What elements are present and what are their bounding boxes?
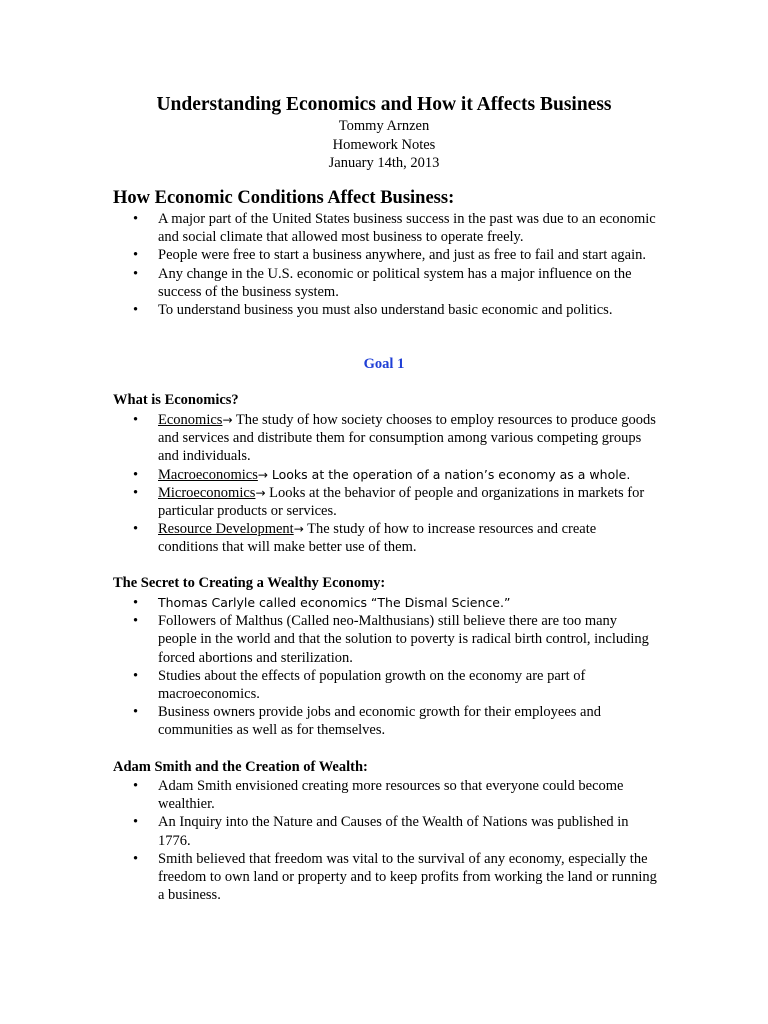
list-item: • Followers of Malthus (Called neo-Malthusians) still believe there are too many people in the world and that the solution to poverty is radical birth control, including forced abortions and sterilization. bbox=[113, 612, 658, 667]
list-item: • Studies about the effects of population growth on the economy are part of macroeconomics. bbox=[113, 667, 658, 703]
definition-text: The study of how to increase resources and create conditions that will make better use of them. bbox=[158, 521, 597, 556]
term-resource-development: Resource Development bbox=[158, 521, 294, 538]
author-name: Tommy Arnzen bbox=[338, 118, 430, 134]
document-subtitle: Homework Notes bbox=[332, 136, 436, 153]
list-item: • An Inquiry into the Nature and Causes of the Wealth of Nations was published in 1776. bbox=[113, 813, 658, 849]
definition-resource-development bbox=[113, 520, 658, 556]
list-item: • Adam Smith envisioned creating more resources so that everyone could become wealthier. bbox=[113, 777, 658, 813]
definition-economics bbox=[113, 411, 658, 466]
document-title: Understanding Economics and How it Affects Business bbox=[156, 94, 612, 115]
economic-conditions-list bbox=[113, 210, 658, 319]
section-heading-what-is-economics: What is Economics? bbox=[113, 392, 239, 408]
arrow-right-icon: → bbox=[255, 485, 266, 500]
wealthy-economy-list bbox=[113, 594, 658, 740]
arrow-right-icon: → bbox=[222, 413, 233, 427]
list-item: • Smith believed that freedom was vital to the survival of any economy, especially the freedom to own land or property and to keep profits from working the land or running a business. bbox=[113, 850, 658, 905]
definition-text: Looks at the behavior of people and organizations in markets for particular products or services. bbox=[158, 484, 645, 520]
goal-label: Goal 1 bbox=[363, 356, 405, 372]
list-item: • People were free to start a business anywhere, and just as free to fail and start again. bbox=[113, 246, 658, 264]
arrow-right-icon: → bbox=[293, 522, 304, 537]
definition-macroeconomics bbox=[113, 466, 658, 484]
arrow-right-icon: → bbox=[257, 467, 268, 482]
term-microeconomics: Microeconomics bbox=[158, 484, 256, 501]
term-economics: Economics bbox=[158, 412, 223, 428]
list-item-text: Thomas Carlyle called economics “The Dismal Science.” bbox=[158, 595, 511, 610]
section-heading-adam-smith: Adam Smith and the Creation of Wealth: bbox=[113, 759, 368, 775]
list-item bbox=[113, 594, 658, 612]
document-meta bbox=[0, 117, 768, 173]
section-heading-economic-conditions: How Economic Conditions Affect Business: bbox=[113, 188, 455, 208]
economics-definitions-list bbox=[113, 411, 658, 557]
definition-text: The study of how society chooses to employ resources to produce goods and services and distribute them for consumption among various competing groups and individuals. bbox=[158, 412, 656, 465]
document-date: January 14th, 2013 bbox=[328, 155, 440, 171]
list-item: • Business owners provide jobs and economic growth for their employees and communities as well as for themselves. bbox=[113, 703, 658, 739]
list-item: • A major part of the United States business success in the past was due to an economic and social climate that allowed most business to operate freely. bbox=[113, 210, 658, 246]
adam-smith-list bbox=[113, 777, 658, 904]
section-heading-wealthy-economy: The Secret to Creating a Wealthy Economy: bbox=[113, 575, 386, 591]
definition-microeconomics bbox=[113, 484, 658, 520]
list-item: • To understand business you must also understand basic economic and politics. bbox=[113, 301, 658, 319]
term-macroeconomics: Macroeconomics bbox=[158, 466, 258, 483]
definition-text: Looks at the operation of a nation’s economy as a whole. bbox=[267, 466, 631, 482]
list-item: • Any change in the U.S. economic or political system has a major influence on the success of the business system. bbox=[113, 265, 658, 301]
